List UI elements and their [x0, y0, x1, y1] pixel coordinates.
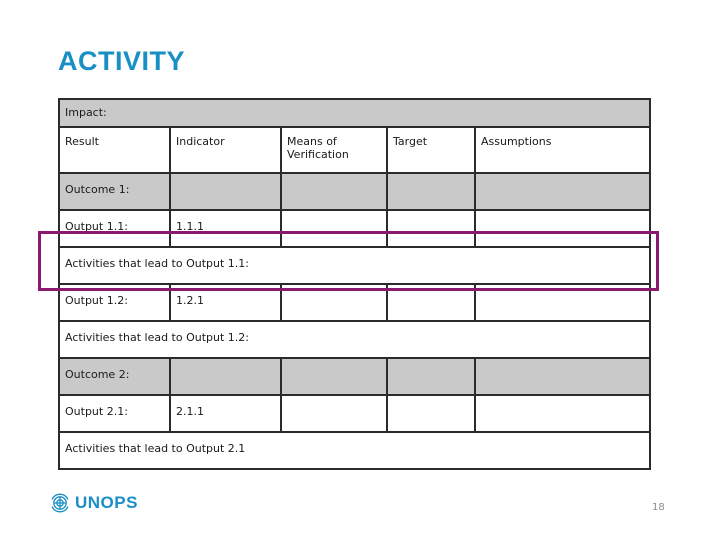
- outcome-1-label: Outcome 1:: [59, 173, 170, 210]
- un-emblem-icon: [50, 493, 70, 513]
- output-2-1-means: [281, 395, 387, 432]
- output-1-1-indicator: 1.1.1: [170, 210, 281, 247]
- table-row-activities-2-1: [59, 432, 650, 469]
- outcome-1-target: [387, 173, 475, 210]
- table-row-output-2-1: [59, 395, 650, 432]
- activities-2-1-cell: Activities that lead to Output 2.1: [59, 432, 650, 469]
- header-target: Target: [387, 127, 475, 173]
- outcome-2-label: Outcome 2:: [59, 358, 170, 395]
- outcome-1-indicator: [170, 173, 281, 210]
- table-header-row: [59, 127, 650, 173]
- table-row-impact: [59, 99, 650, 127]
- table-row-outcome-2: [59, 358, 650, 395]
- header-result: Result: [59, 127, 170, 173]
- unops-logo: [50, 493, 138, 513]
- highlight-box: [38, 231, 659, 291]
- header-indicator: Indicator: [170, 127, 281, 173]
- outcome-1-means: [281, 173, 387, 210]
- outcome-2-means: [281, 358, 387, 395]
- logo-text: UNOPS: [75, 493, 138, 512]
- activities-1-1-cell: Activities that lead to Output 1.1:: [59, 247, 650, 284]
- header-assumptions: Assumptions: [475, 127, 650, 173]
- output-2-1-assumptions: [475, 395, 650, 432]
- output-1-1-label: Output 1.1:: [59, 210, 170, 247]
- output-1-2-indicator: 1.2.1: [170, 284, 281, 321]
- table-row-outcome-1: [59, 173, 650, 210]
- outcome-2-assumptions: [475, 358, 650, 395]
- header-means-of-verification: Means of Verification: [281, 127, 387, 173]
- page-number: 18: [652, 502, 665, 513]
- output-2-1-target: [387, 395, 475, 432]
- output-1-2-label: Output 1.2:: [59, 284, 170, 321]
- outcome-1-assumptions: [475, 173, 650, 210]
- output-2-1-indicator: 2.1.1: [170, 395, 281, 432]
- impact-cell: Impact:: [59, 99, 650, 127]
- outcome-2-indicator: [170, 358, 281, 395]
- activities-1-2-cell: Activities that lead to Output 1.2:: [59, 321, 650, 358]
- output-2-1-label: Output 2.1:: [59, 395, 170, 432]
- table-row-activities-1-2: [59, 321, 650, 358]
- outcome-2-target: [387, 358, 475, 395]
- slide-title: ACTIVITY: [58, 46, 186, 76]
